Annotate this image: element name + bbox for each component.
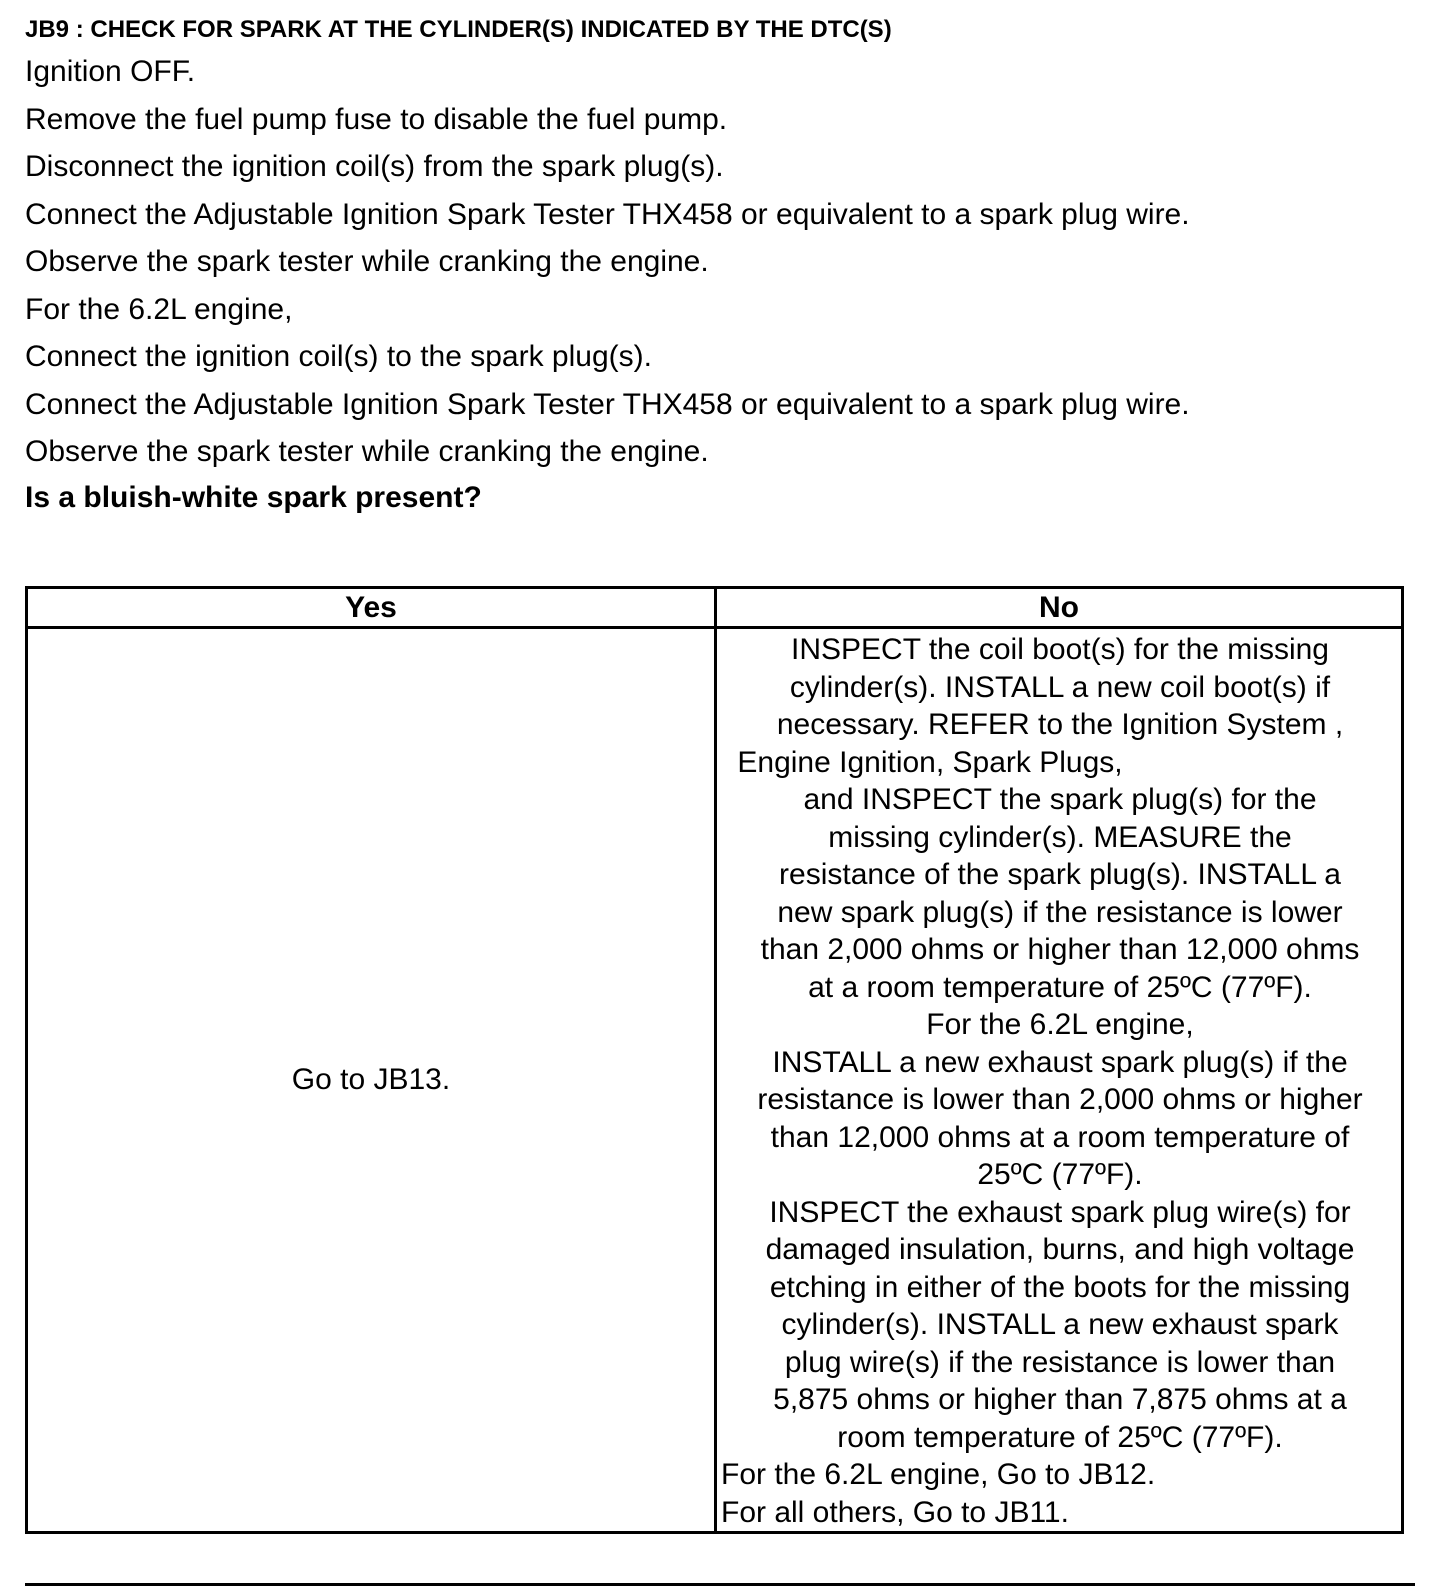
- instruction-line: Observe the spark tester while cranking the engine.: [25, 245, 709, 278]
- instruction-line: Ignition OFF.: [25, 55, 196, 88]
- no-header: No: [716, 588, 1403, 628]
- goto-6-2l-line: For the 6.2L engine, Go to JB12.: [721, 1458, 1156, 1491]
- no-action-line: cylinder(s). INSTALL a new exhaust spark: [781, 1308, 1339, 1341]
- no-action-line: than 12,000 ohms at a room temperature of: [770, 1120, 1350, 1154]
- instruction-line: Connect the Adjustable Ignition Spark Tester THX458 or equivalent to a spark plug wire.: [25, 387, 1190, 421]
- no-action-line: resistance of the spark plug(s). INSTALL a: [779, 858, 1341, 891]
- no-action-line: Engine Ignition, Spark Plugs,: [737, 745, 1123, 779]
- no-action-line: etching in either of the boots for the missing: [769, 1270, 1351, 1304]
- instruction-line: Connect the Adjustable Ignition Spark Tester THX458 or equivalent to a spark plug wire.: [25, 197, 1190, 231]
- instruction-line: For the 6.2L engine,: [25, 292, 293, 326]
- no-action-line: room temperature of 25ºC (77ºF).: [837, 1420, 1283, 1454]
- step-heading: JB9 : CHECK FOR SPARK AT THE CYLINDER(S) INDICATED BY THE DTC(S): [25, 16, 892, 43]
- instruction-line: Disconnect the ignition coil(s) from the spark plug(s).: [25, 150, 724, 183]
- no-action-line: damaged insulation, burns, and high voltage: [765, 1233, 1355, 1266]
- step-question: Is a bluish-white spark present?: [25, 480, 482, 514]
- no-action-line: INSTALL a new exhaust spark plug(s) if the: [772, 1045, 1348, 1079]
- no-action-line: For the 6.2L engine,: [926, 1008, 1194, 1041]
- no-action-line: necessary. REFER to the Ignition System ,: [776, 708, 1344, 741]
- instruction-line: Observe the spark tester while cranking the engine.: [25, 435, 709, 468]
- yes-header: Yes: [27, 588, 716, 628]
- instruction-line: Connect the ignition coil(s) to the spark plug(s).: [25, 340, 652, 373]
- yes-action: Go to JB13.: [27, 628, 716, 1533]
- table-header-row: [27, 588, 1403, 628]
- no-action-line: and INSPECT the spark plug(s) for the: [803, 783, 1317, 816]
- no-action-line: at a room temperature of 25ºC (77ºF).: [808, 970, 1312, 1004]
- no-action-line: new spark plug(s) if the resistance is lower: [777, 895, 1343, 929]
- goto-others-line: For all others, Go to JB11.: [721, 1495, 1069, 1529]
- no-action-line: cylinder(s). INSTALL a new coil boot(s) if: [789, 670, 1331, 704]
- no-action-line: 25ºC (77ºF).: [977, 1158, 1143, 1191]
- instruction-line: Remove the fuel pump fuse to disable the fuel pump.: [25, 102, 728, 136]
- no-action-line: than 2,000 ohms or higher than 12,000 ohms: [760, 933, 1360, 966]
- result-table: [25, 586, 1404, 1534]
- no-action-line: missing cylinder(s). MEASURE the: [828, 820, 1292, 854]
- no-action-line: plug wire(s) if the resistance is lower than: [784, 1345, 1336, 1379]
- no-action-line: INSPECT the exhaust spark plug wire(s) for: [769, 1195, 1351, 1229]
- table-row: [27, 628, 1403, 1533]
- procedure-step: [25, 14, 1415, 520]
- bottom-divider: [25, 1583, 1415, 1586]
- no-action-line: INSPECT the coil boot(s) for the missing: [791, 633, 1329, 666]
- no-action: [716, 628, 1403, 1533]
- no-action-line: 5,875 ohms or higher than 7,875 ohms at a: [773, 1383, 1347, 1416]
- no-action-line: resistance is lower than 2,000 ohms or higher: [757, 1083, 1363, 1116]
